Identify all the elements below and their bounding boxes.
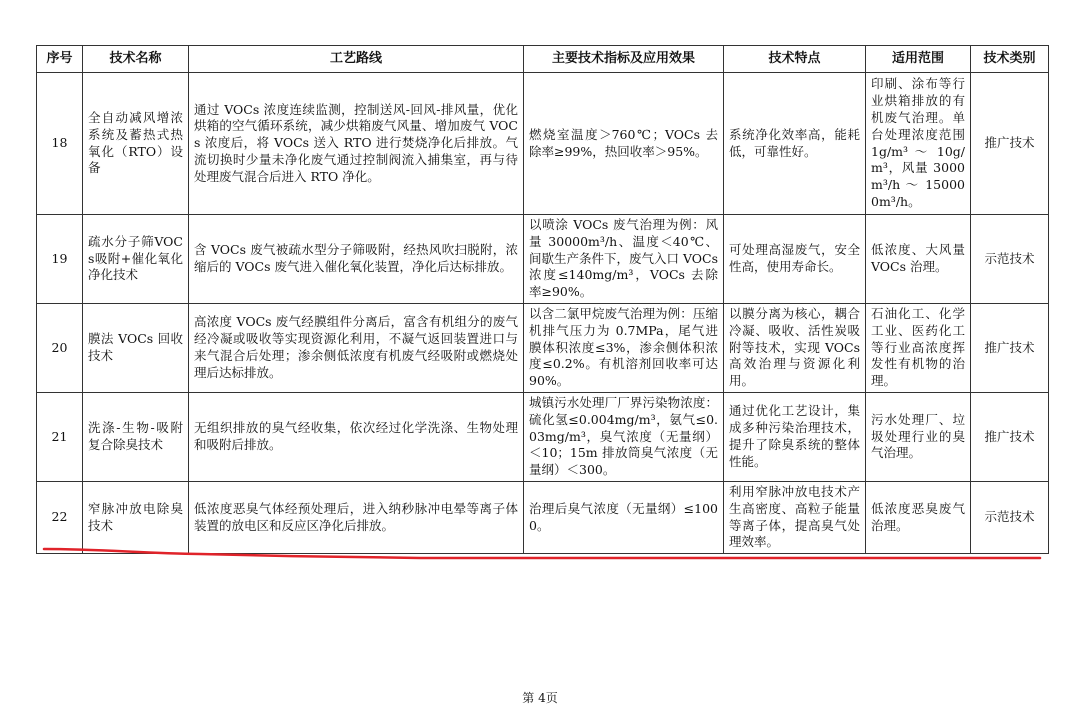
- row-process-route: 通过 VOCs 浓度连续监测，控制送风-回风-排风量，优化烘箱的空气循环系统，减少烘箱废气风量、增加废气 VOCs 浓度后，将 VOCs 送入 RTO 进行焚烧净化后排放。气流切换时少量未净化废气通过控制阀流入捕集室，再与待处理废气混合后进入 RTO 净化。: [189, 73, 524, 215]
- header-scope: 适用范围: [866, 46, 971, 73]
- row-category: 示范技术: [971, 215, 1049, 304]
- row-scope: 石油化工、化学工业、医药化工等行业高浓度挥发性有机物的治理。: [866, 303, 971, 392]
- row-tech-name: 全自动减风增浓系统及蓄热式热氧化（RTO）设备: [83, 73, 189, 215]
- row-features: 利用窄脉冲放电技术产生高密度、高粒子能量等离子体，提高臭气处理效率。: [724, 481, 866, 553]
- row-no: 18: [37, 73, 83, 215]
- page-footer: 第 4页: [522, 691, 558, 705]
- row-scope: 低浓度恶臭废气治理。: [866, 481, 971, 553]
- row-tech-name: 窄脉冲放电除臭技术: [83, 481, 189, 553]
- row-process-route: 低浓度恶臭气体经预处理后，进入纳秒脉冲电晕等离子体装置的放电区和反应区净化后排放。: [189, 481, 524, 553]
- row-features: 通过优化工艺设计，集成多种污染治理技术，提升了除臭系统的整体性能。: [724, 392, 866, 481]
- row-tech-name: 洗涤-生物-吸附复合除臭技术: [83, 392, 189, 481]
- row-category: 推广技术: [971, 303, 1049, 392]
- row-scope: 污水处理厂、垃圾处理行业的臭气治理。: [866, 392, 971, 481]
- row-no: 19: [37, 215, 83, 304]
- row-scope: 印刷、涂布等行业烘箱排放的有机废气治理。单台处理浓度范围 1g/m³ ～ 10g/m³，风量 3000m³/h ～ 150000m³/h。: [866, 73, 971, 215]
- row-no: 22: [37, 481, 83, 553]
- row-features: 可处理高湿废气，安全性高，使用寿命长。: [724, 215, 866, 304]
- row-features: 系统净化效率高，能耗低，可靠性好。: [724, 73, 866, 215]
- red-underline-stroke: [44, 549, 1040, 559]
- row-indicators: 以含二氯甲烷废气治理为例：压缩机排气压力为 0.7MPa，尾气进膜体积浓度≤3%，渗余侧体积浓度≤0.2%。有机溶剂回收率可达 90%。: [524, 303, 724, 392]
- header-features: 技术特点: [724, 46, 866, 73]
- header-name: 技术名称: [83, 46, 189, 73]
- header-route: 工艺路线: [189, 46, 524, 73]
- row-indicators: 以喷涂 VOCs 废气治理为例：风量 30000m³/h、温度＜40℃、间歇生产条件下，废气入口 VOCs 浓度≤140mg/m³，VOCs 去除率≥90%。: [524, 215, 724, 304]
- header-category: 技术类别: [971, 46, 1049, 73]
- row-indicators: 燃烧室温度＞760℃；VOCs 去除率≥99%，热回收率＞95%。: [524, 73, 724, 215]
- row-category: 示范技术: [971, 481, 1049, 553]
- row-no: 20: [37, 303, 83, 392]
- row-indicators: 城镇污水处理厂厂界污染物浓度：硫化氢≤0.004mg/m³，氨气≤0.03mg/m³，臭气浓度（无量纲）＜10；15m 排放筒臭气浓度（无量纲）＜300。: [524, 392, 724, 481]
- row-tech-name: 膜法 VOCs 回收技术: [83, 303, 189, 392]
- row-indicators: 治理后臭气浓度（无量纲）≤1000。: [524, 481, 724, 553]
- header-no: 序号: [37, 46, 83, 73]
- row-features: 以膜分离为核心，耦合冷凝、吸收、活性炭吸附等技术，实现 VOCs 高效治理与资源化利用。: [724, 303, 866, 392]
- row-process-route: 高浓度 VOCs 废气经膜组件分离后，富含有机组分的废气经冷凝或吸收等实现资源化利用，不凝气返回装置进口与来气混合后处理；渗余侧低浓度有机废气经吸附或燃烧处理后达标排放。: [189, 303, 524, 392]
- row-process-route: 无组织排放的臭气经收集，依次经过化学洗涤、生物处理和吸附后排放。: [189, 392, 524, 481]
- row-tech-name: 疏水分子筛VOCs吸附+催化氧化净化技术: [83, 215, 189, 304]
- row-process-route: 含 VOCs 废气被疏水型分子筛吸附，经热风吹扫脱附，浓缩后的 VOCs 废气进入催化氧化装置，净化后达标排放。: [189, 215, 524, 304]
- row-no: 21: [37, 392, 83, 481]
- row-category: 推广技术: [971, 392, 1049, 481]
- header-indicators: 主要技术指标及应用效果: [524, 46, 724, 73]
- row-category: 推广技术: [971, 73, 1049, 215]
- row-scope: 低浓度、大风量 VOCs 治理。: [866, 215, 971, 304]
